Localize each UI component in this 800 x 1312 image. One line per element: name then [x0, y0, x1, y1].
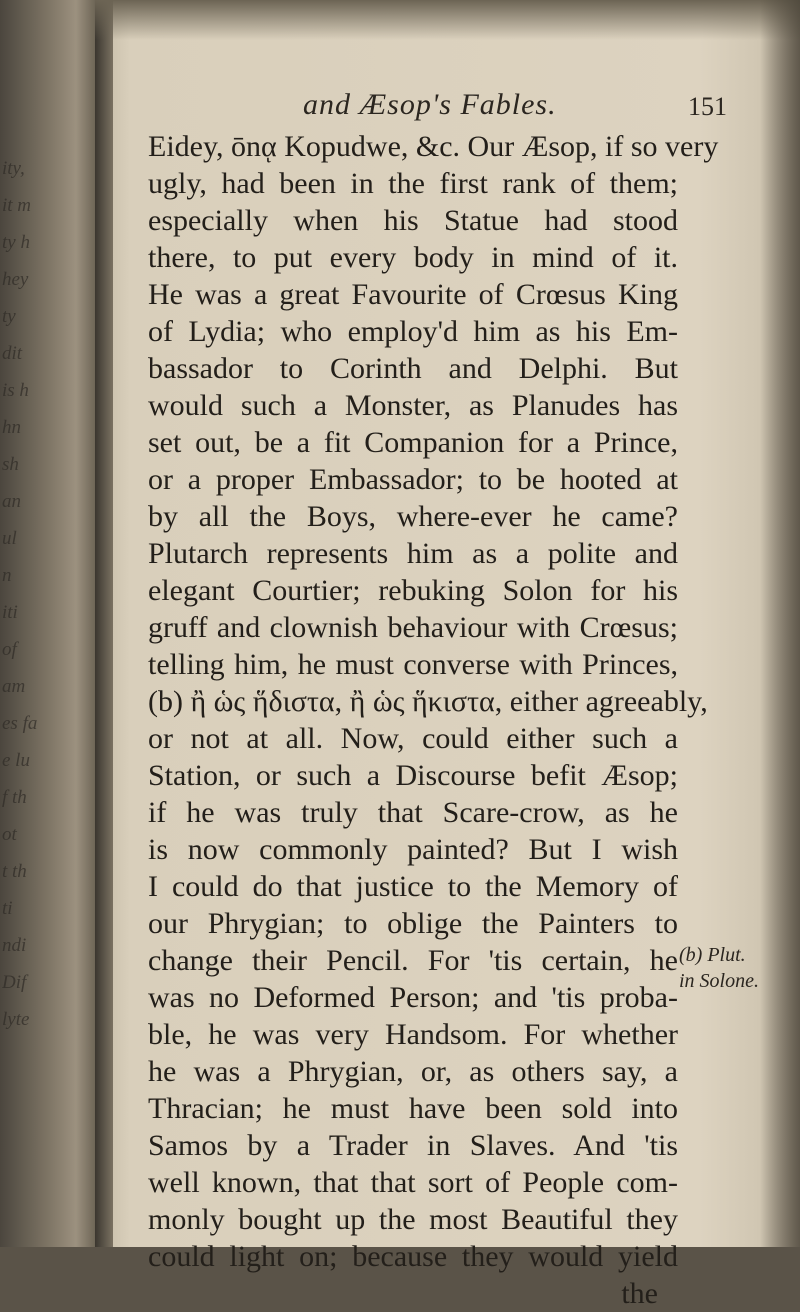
previous-page-fragment: hey: [2, 269, 29, 290]
text-line: could light on; because they would yield: [148, 1240, 678, 1273]
text-line: change their Pencil. For 'tis certain, he: [148, 944, 678, 977]
text-line: of Lydia; who employ'd him as his Em-: [148, 315, 678, 348]
previous-page-fragment: iti: [2, 602, 18, 623]
text-line: elegant Courtier; rebuking Solon for his: [148, 574, 678, 607]
previous-page-fragment: f th: [2, 787, 27, 808]
text-line: set out, be a fit Companion for a Prince,: [148, 426, 678, 459]
previous-page-fragment: am: [2, 676, 26, 697]
text-line: is now commonly painted? But I wish: [148, 833, 678, 866]
previous-page-fragment: e lu: [2, 750, 30, 771]
previous-page-fragment: ity,: [2, 158, 25, 179]
previous-page-fragment: sh: [2, 454, 19, 475]
text-line: if he was truly that Scare-crow, as he: [148, 796, 678, 829]
text-line: was no Deformed Person; and 'tis proba-: [148, 981, 678, 1014]
text-line: by all the Boys, where-ever he came?: [148, 500, 678, 533]
previous-page-fragment: dit: [2, 343, 23, 364]
text-line: Station, or such a Discourse befit Æsop;: [148, 759, 678, 792]
text-line: ugly, had been in the first rank of them;: [148, 167, 678, 200]
page-header: [113, 88, 800, 128]
text-line: our Phrygian; to oblige the Painters to: [148, 907, 678, 940]
previous-page-fragment: t th: [2, 861, 27, 882]
previous-page-fragment: ndi: [2, 935, 27, 956]
previous-page-edge: [0, 0, 95, 1247]
text-line: I could do that justice to the Memory of: [148, 870, 678, 903]
previous-page-fragment: n: [2, 565, 12, 586]
margin-note-line: in Solone.: [679, 970, 759, 992]
text-line: Samos by a Trader in Slaves. And 'tis: [148, 1129, 678, 1162]
text-line: there, to put every body in mind of it.: [148, 241, 678, 274]
text-line: ble, he was very Handsom. For whether: [148, 1018, 678, 1051]
text-line: bassador to Corinth and Delphi. But: [148, 352, 678, 385]
catchword: the: [621, 1277, 658, 1310]
previous-page-fragment: ti: [2, 898, 13, 919]
text-line: He was a great Favourite of Crœsus King: [148, 278, 678, 311]
page-edge-shade: [760, 0, 800, 1247]
previous-page-fragment: hn: [2, 417, 21, 438]
text-line: gruff and clownish behaviour with Crœsus;: [148, 611, 678, 644]
text-line: or a proper Embassador; to be hooted at: [148, 463, 678, 496]
text-line: telling him, he must converse with Princes,: [148, 648, 678, 681]
previous-page-fragment: an: [2, 491, 21, 512]
text-line: or not at all. Now, could either such a: [148, 722, 678, 755]
text-line: he was a Phrygian, or, as others say, a: [148, 1055, 678, 1088]
text-line: especially when his Statue had stood: [148, 204, 678, 237]
book-page: [113, 0, 800, 1310]
previous-page-fragment: Dif: [2, 972, 27, 993]
text-line: Eidey, ōnᾳ Kopudwe, &c. Our Æsop, if so very: [148, 130, 719, 163]
previous-page-fragments: [2, 150, 82, 1038]
text-line: well known, that that sort of People com-: [148, 1166, 678, 1199]
text-line: (b) ἢ ὡς ἥδιστα, ἢ ὡς ἥκιστα, either agreeably,: [148, 685, 708, 718]
previous-page-fragment: of: [2, 639, 17, 660]
book-gutter: [95, 0, 113, 1247]
previous-page-fragment: ul: [2, 528, 17, 549]
previous-page-fragment: ot: [2, 824, 17, 845]
page-number: 151: [688, 92, 727, 121]
previous-page-fragment: it m: [2, 195, 32, 216]
margin-note-line: (b) Plut.: [679, 944, 746, 966]
text-line: Plutarch represents him as a polite and: [148, 537, 678, 570]
previous-page-fragment: is h: [2, 380, 29, 401]
previous-page-fragment: ty: [2, 306, 16, 327]
text-line: Thracian; he must have been sold into: [148, 1092, 678, 1125]
previous-page-fragment: lyte: [2, 1009, 30, 1030]
running-title: and Æsop's Fables.: [303, 88, 557, 121]
text-line: monly bought up the most Beautiful they: [148, 1203, 678, 1236]
previous-page-fragment: ty h: [2, 232, 30, 253]
text-line: would such a Monster, as Planudes has: [148, 389, 678, 422]
previous-page-fragment: es fa: [2, 713, 38, 734]
